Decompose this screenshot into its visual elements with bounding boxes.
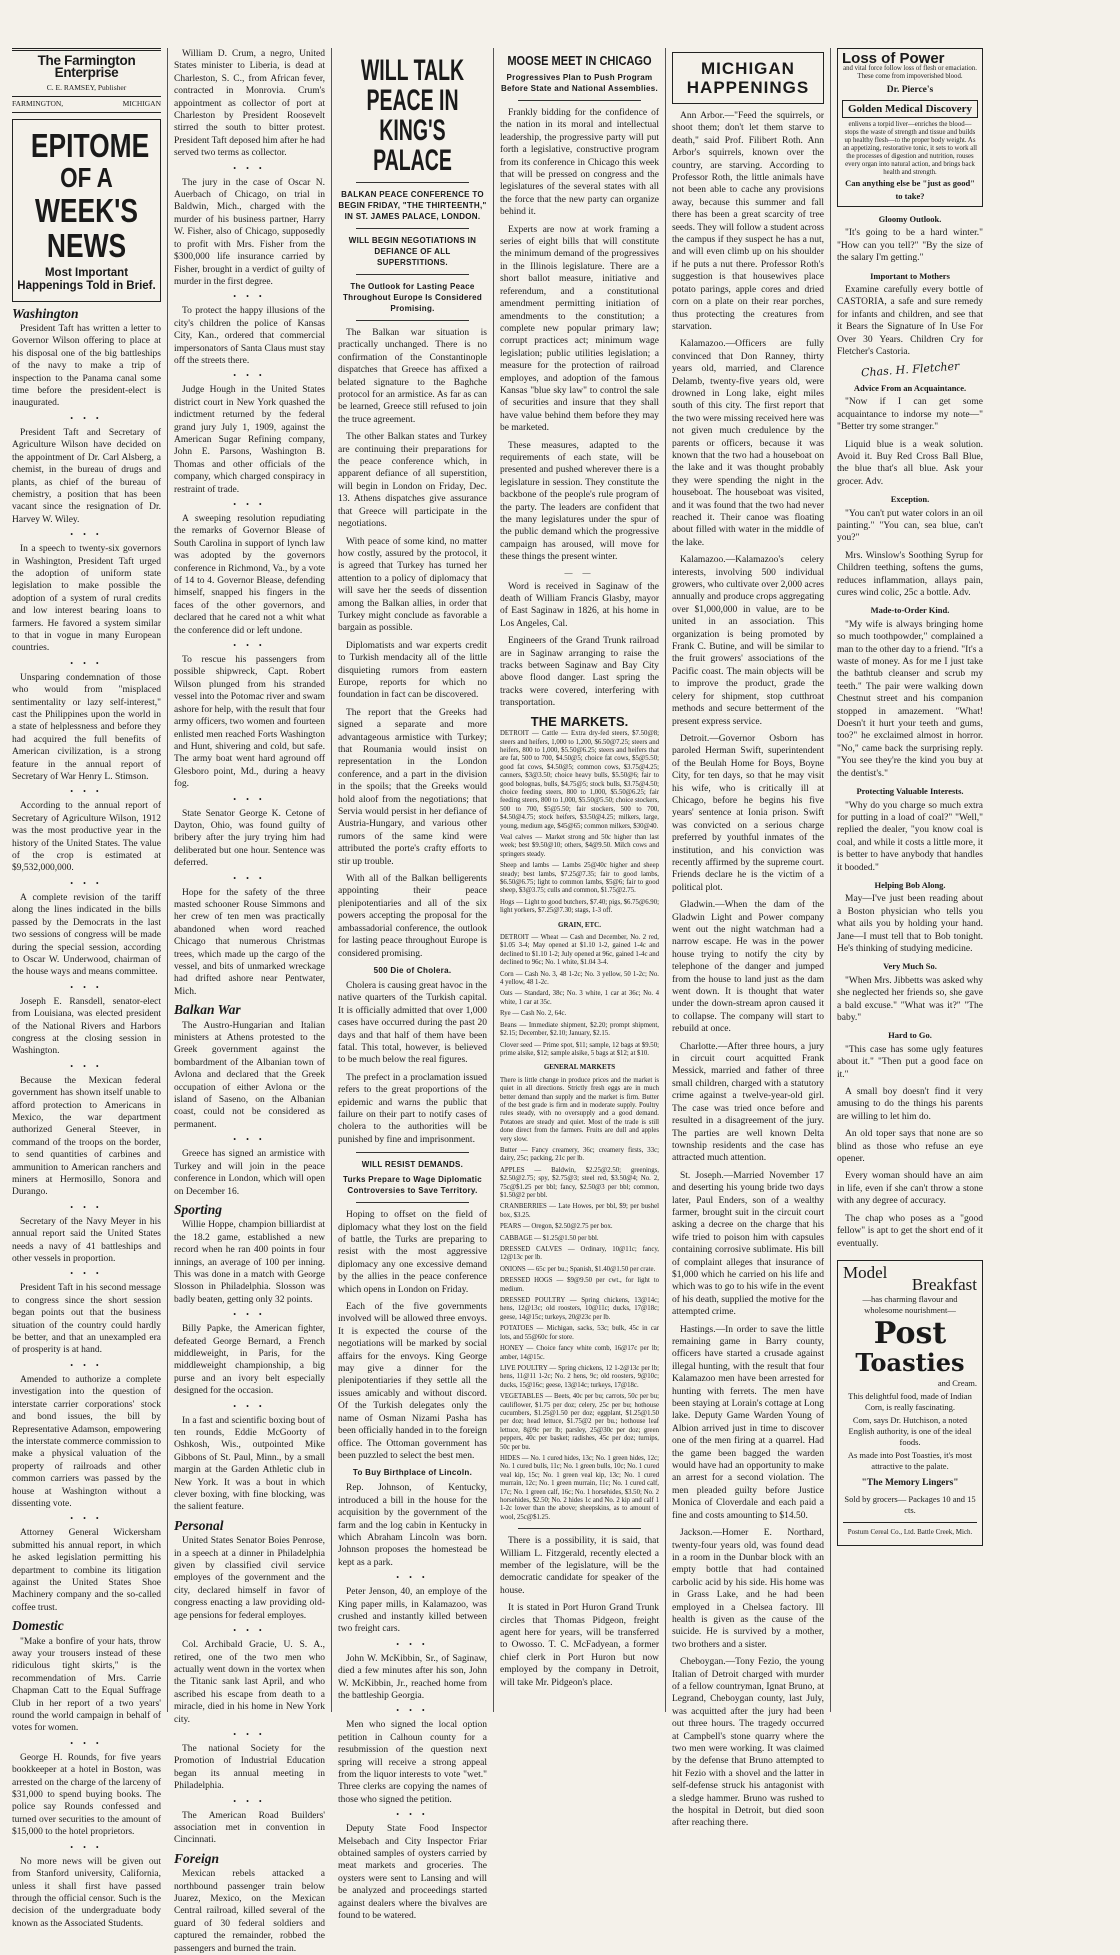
market-item: CABBAGE — $1.25@1.50 per bbl.	[500, 1234, 599, 1242]
item-text: "You can't put water colors in an oil painting." "You can, sea blue, can't you?"	[837, 508, 983, 544]
ad-post: Post	[873, 1315, 947, 1351]
separator: • • •	[396, 1706, 429, 1716]
article-paragraph: Detroit.—Governor Osborn has paroled Herman Swift, superintendent of the Beulah Home for Boys, Boyne City, for ten days, so that he may visit his wife, who is critically ill at Chicago, before he begins his five years' sentence at Ionia prison. Swift was convicted on a serious charge preferred by youthful inmates of the institution, and his conviction was recently affirmed by the supreme court. Friends declare he is the victim of a political plot.	[672, 733, 824, 893]
article-paragraph: United States Senator Boies Penrose, in a speech at a dinner in Philadelphia given by classified civil service employes of the government and the city, declared himself in favor of congress enacting a law providing old-age pensions for federal employes.	[174, 1536, 325, 1621]
ad-tagline: Can anything else be "just as good" to take?	[845, 178, 975, 201]
article-paragraph: The jury in the case of Oscar N. Auerbach of Chicago, on trial in Baldwin, Mich., charged with the murder of his business partner, Harry W. Fisher, also of Chicago, supposedly to profit with Mrs. Fisher from the $300,000 life insurance carried by Fisher, brought in a verdict of guilty of murder in the first degree.	[174, 177, 325, 287]
ad-product-name: Golden Medical Discovery	[842, 100, 978, 118]
separator: • • •	[233, 1729, 266, 1739]
item-text: Liquid blue is a weak solution. Avoid it. Buy Red Cross Ball Blue, the blue that's all blue. Ask your grocer. Adv.	[837, 439, 983, 487]
divider	[518, 1528, 641, 1529]
market-item: DRESSED CALVES — Ordinary, 10@11c; fancy, 12@13c per lb.	[500, 1246, 659, 1262]
market-item: Clover seed — Prime spot, $11; sample, 12 bags at $9.50; prime alsike, $12; sample alsike, 5 bags at $12; at $10.	[500, 1041, 659, 1057]
michigan-happenings-heading: MICHIGAN HAPPENINGS	[672, 52, 824, 104]
item-text: A small boy doesn't find it very amusing to do the things his parents are willing to let him do.	[837, 1087, 983, 1122]
columns	[6, 48, 1114, 1954]
article-paragraph: Each of the five governments involved will be allowed three envoys. It is expected the course of the negotiations will be marked by social affairs for the envoys. King George may give a dinner for the plenipotentiaries if they settle all the issues amicably and without discord. Of the Turkish delegates only the name of Osman Nizami Pasha has been officially handed in to the foreign office. The Ottoman government has been puzzled to select the best men.	[338, 1302, 487, 1461]
article-paragraph: It is stated in Port Huron Grand Trunk circles that Thomas Pidgeon, freight agent here for years, will be transferred to Owosso. T. C. McFadyean, a former chief clerk in Port Huron but now employed by the company in Detroit, will take Mr. Pidgeon's place.	[500, 1603, 659, 1688]
subhead-lincoln: To Buy Birthplace of Lincoln.	[352, 1468, 473, 1478]
article-paragraph: According to the annual report of Secretary of Agriculture Wilson, 1912 was the most productive year in the history of the United States. The value of the crop is estimated at $9,532,000,000.	[12, 801, 161, 874]
article-paragraph: Ann Arbor.—"Feed the squirrels, or shoot them; don't let them starve to death," said Prof. Filibert Roth. Ann Arbor's squirrels, known over the country, are starving. According to Professor Roth, the little animals have not been able to cache any provisions away, because this summer and fall there has been a great scarcity of tree seeds. They will follow a student across the campus if they suspect he has a nut, and will even climb up on his shoulder if he puts a nut there. Professor Roth's suggestion is that housewives place potato parings, apple cores and dried corn on a plate on their rear porches, thus protecting the creatures from starvation.	[672, 111, 824, 332]
item-heading: Advice From an Acquaintance.	[853, 382, 967, 393]
column-3	[332, 48, 494, 1922]
separator: • • •	[396, 1573, 429, 1583]
ad-breakfast: Breakfast	[911, 1275, 977, 1295]
separator: • • •	[70, 1360, 103, 1370]
article-paragraph: Kalamazoo.—Officers are fully convinced that Don Ranney, thirty years old, married, and Clarence Delamb, twenty-five years old, were drowned in Long lake, eight miles south of this city. The first report that the two were missing received here was not given much credulence by the parents or officers, because it was known that the two had a houseboat on the lake and it was thought probably they were spending the night in the houseboat. The houseboat was visited, and it was found that the two had never reached it. Their canoe was floating about filled with water in the middle of the lake.	[672, 339, 824, 548]
masthead	[12, 48, 161, 113]
article-paragraph: Amended to authorize a complete investigation into the question of interstate carrier corporations' stock and bond issues, the bill by Representative Adamson, empowering the interstate commerce commission to make a physical valuation of the property of railroads and other common carriers was passed by the house at Washington without a dissenting vote.	[12, 1374, 161, 1509]
item-text: "My wife is always bringing home so much toothpowder," complained a man to the other day to a friend. "It's a waste of money. As for me I just take the bathtub cleanser and scrub my teeth." The pair were walking down Chestnut street and his companion stopped in amazement. "What! Doesn't it hurt your teeth and gums, too?" he exclaimed almost in horror. "No," came back the surprising reply. "You see they're the kind you buy at the dentist's."	[837, 619, 983, 779]
article-paragraph: In a speech to twenty-six governors in Washington, President Taft urged the adoption of uniform state legislation to make possible the adoption of a system of rural credits and low interest bearing loans to farmers. He favored a system similar to that in vogue in many European countries.	[12, 544, 161, 654]
article-paragraph: President Taft has written a letter to Governor Wilson offering to place at his disposal one of the big battleships of the navy to make a trip of inspection to the Panama canal some time before the president-elect is inaugurated.	[12, 324, 161, 409]
ad-headline: Loss of Power	[842, 50, 945, 67]
market-item: Beans — Immediate shipment, $2.20; prompt shipment, $2.15; December, $2.10; January, $2.15.	[500, 1021, 659, 1038]
item-text: The chap who poses as a "good fellow" is apt to get the short end of it eventually.	[837, 1213, 983, 1249]
separator: • • •	[70, 1061, 103, 1071]
epitome-subhead: Most Important Happenings Told in Brief.	[17, 266, 156, 292]
separator: • • •	[70, 530, 103, 540]
item-text: "This case has some ugly features about it." "Then put a good face on it."	[837, 1044, 983, 1080]
article-paragraph: Experts are now at work framing a series of eight bills that will constitute the minimum demand of the progressives in the Illinois legislature. There are a short ballot measure, initiative and referendum, and a constitutional amendment permitting initiation of amendments to the constitution; a complete new popular primary law; corrupt practices act; minimum wage legislation; public utilities legislation; a measure for the protection of railroad employes, and adoption of the famous Kansas "blue sky law" to control the sale of securities and insure that they shall have value behind them before they may be marketed.	[500, 224, 659, 434]
separator: • • •	[70, 658, 103, 668]
article-paragraph: In a fast and scientific boxing bout of ten rounds, Eddie McGoorty of Oshkosh, Wis., outpointed Mike Gibbons of St. Paul, Minn., by a small margin at the Garden Athletic club in New York. It was a bout in which clever boxing, with fine blocking, was the salient feature.	[174, 1415, 325, 1513]
ad-copy: enlivens a torpid liver—enriches the blood—stops the waste of strength and tissue and builds up healthy flesh—to the proper body weight. As an appetizing, restorative tonic, it sets to work all the processes of digestion and nutrition, rouses every organ into natural action, and brings back health and strength.	[842, 121, 977, 177]
market-item: Rye — Cash No. 2, 64c.	[500, 1010, 567, 1018]
ad-copy: —has charming flavour and wholesome nourishment—	[862, 1293, 958, 1315]
article-paragraph: St. Joseph.—Married November 17 and deserting his young bride two days later, Paul Enders, son of a wealthy farmer, brought suit in the circuit court asking a decree on the charge that his wife tried to poison him with capsules containing corrosive sublimate. His bill of complaint alleges that insurance of $1,000 which he carried on his life and which was to go to his wife in the event of his death, supplied the motive for the attempted crime.	[672, 1170, 824, 1318]
separator: • • •	[233, 641, 266, 651]
masthead-publisher: C. E. RAMSEY, Publisher	[46, 82, 127, 92]
ad-sold-by: Sold by grocers— Packages 10 and 15 cts.	[844, 1494, 976, 1516]
item-text: "Why do you charge so much extra for putting in a load of coal?" "Well," replied the dealer, "you know coal is coal, and while it costs a little more, it is better to have anybody that handles it booded."	[837, 800, 983, 873]
divider	[356, 228, 469, 229]
item-text: "When Mrs. Jibbetts was asked why she neglected her friends so, she gave a bald excuse." "What was it?" "The baby."	[837, 975, 983, 1023]
article-paragraph: The report that the Greeks had signed a separate and more advantageous armistice with Turkey; that Roumania would insist on representation in the London conference, and a part in the division in the spoils; that the Greeks would hold aloof from the negotiations; that Servia would persist in her defiance of Austria-Hungary, and various other rumors of the same kind were attributed the porte's crafty efforts to stir up trouble.	[338, 707, 487, 867]
subhead-cholera: 500 Die of Cholera.	[373, 965, 452, 975]
market-item: Oats — Standard, 38c; No. 3 white, 1 car at 36c; No. 4 white, 1 car at 35c.	[500, 990, 659, 1006]
article-paragraph: Deputy State Food Inspector Melsebach and City Inspector Friar obtained samples of oysters carried by meat markets and groceries. The oysters were sent to Lansing and will be analyzed and proceedings started against dealers where the bivalves are found to be watered.	[338, 1824, 487, 1922]
item-heading: Hard to Go.	[888, 1030, 932, 1041]
epitome-line-1: EPITOME	[30, 126, 150, 164]
separator: • • •	[70, 1202, 103, 1212]
ad-slogan: "The Memory Lingers"	[861, 1477, 959, 1488]
article-paragraph: Attorney General Wickersham submitted his annual report, in which he asked legislation permitting his department to combine its litigation against the United States Shoe Machinery company and the so-called coffee trust.	[12, 1528, 161, 1613]
article-paragraph: Jackson.—Homer E. Northard, twenty-four years old, was found dead in a room in the Dunbar block with an empty bottle that had contained carbolic acid by his side. His home was in Grass Lake, and he had been employed in a Chelsea factory. Ill health is given as the cause of the suicide. He is survived by a mother, two brothers and a sister.	[672, 1528, 824, 1650]
article-paragraph: A complete revision of the tariff along the lines indicated in the bills passed by the Democrats in the last two sessions of congress will be made during the special session, according to Oscar W. Underwood, chairman of the house ways and means committee.	[12, 892, 161, 978]
divider	[356, 182, 469, 183]
separator: • • •	[70, 413, 103, 423]
article-paragraph: Kalamazoo.—Kalamazoo's celery interests, involving 500 individual growers, who cultivate over 2,000 acres annually and produce crops aggregating over $1,000,000 in value, are to be united in an association. This organization is being promoted by Frank C. Butine, and will be similar to the fruit growers' associations of the Pacific coast. The main objects will be to improve the product, grade the celery for shipment, stop cutthroat methods and secure betterment of the present express service.	[672, 555, 824, 727]
market-item: VEGETABLES — Beets, 40c per bu; carrots, 50c per bu; cauliflower, $1.75 per doz; celery, 25c per bu; hothouse cucumbers, $1.25@1.50 per doz; eggplant, $1.25@1.50 per doz; head lettuce, $1.75@2 per bu.; hothouse leaf lettuce, 8@9c per lb; parsley, 25@30c per doz; green peppers, 40c per basket; radishes, 45c per doz; turnips, 50c per bu.	[500, 1393, 659, 1451]
article-paragraph: Cholera is causing great havoc in the native quarters of the Turkish capital. It is officially admitted that over 1,000 cases have occurred during the past 20 days and that half of them have been fatal. This total, however, is believed to be much below the real figures.	[338, 980, 487, 1066]
article-paragraph: Mexican rebels attacked a northbound passenger train below Juarez, Mexico, on the Mexican Central railroad, killed several of the guard of 30 federal soldiers and captured the remainder, robbed the passengers and burned the train.	[174, 1869, 325, 1954]
ad-company: Postum Cereal Co., Ltd. Battle Creek, Mich.	[843, 1522, 977, 1538]
article-paragraph: Col. Archibald Gracie, U. S. A., retired, one of the two men who actually went down in the vortex when the Titanic sank last April, and who ascribed his escape from death to a miracle, died in his home in New York city.	[174, 1640, 325, 1725]
item-heading: Important to Mothers	[870, 270, 950, 281]
divider	[356, 1202, 469, 1203]
divider	[356, 274, 469, 275]
separator: • • •	[70, 1269, 103, 1279]
article-paragraph: Joseph E. Ransdell, senator-elect from Louisiana, was elected president of the National Rivers and Harbors congress at the closing session in Washington.	[12, 996, 161, 1057]
ad-toasties: Toasties	[855, 1347, 965, 1377]
masthead-state: MICHIGAN	[122, 99, 161, 109]
article-paragraph: Charlotte.—After three hours, a jury in circuit court acquitted Frank Messick, married and father of three small children, charged with a statutory crime against a twelve-year-old girl. The case was tried once before and resulted in a disagreement of the jury. The parties are well known Delta township residents and the case has attracted much attention.	[672, 1041, 824, 1164]
item-heading: Gloomy Outlook.	[878, 214, 942, 225]
separator: • • •	[233, 371, 266, 381]
section-foreign: Foreign	[174, 1850, 220, 1866]
market-item: DETROIT — Cattle — Extra dry-fed steers, $7.50@8; steers and heifers, 1,000 to 1,200, $6.50@7.25; steers and heifers, 800 to 1,000, $5.50@6.25; steers and heifers that are fat, 500 to 700, $4.50@5; choice fat cows, $5@5.50; good fat cows, $4.50@5; common cows, $3.75@4.25; canners, $3@3.50; choice heavy bulls, $5.50@6; fair to good bolognas, bulls, $4.75@5; stock bulls, $3.75@4.50; choice feeding steers, 800 to 1,000, $5.50@6.25; fair feeding steers, 800 to 1,000, $5.50@5.50; choice stockers, 500 to 700, $5@5.50; fair stockers, 500 to 700, $4.50@4.75; stock heifers, $3.50@4.25; milkers, large, young, medium age, $45@65; common milkers, $30@40.	[500, 730, 659, 830]
article-paragraph: Word is received in Saginaw of the death of William Francis Glasby, mayor of East Saginaw in 1826, at his home in Los Angeles, Cal.	[500, 581, 659, 629]
grain-heading: GRAIN, ETC.	[558, 920, 601, 929]
separator: • • •	[233, 1135, 266, 1145]
market-item: APPLES — Baldwin, $2.25@2.50; greenings, $2.50@2.75; spy, $2.75@3; steel red, $3.50@4; No. 2, 75c@$1.25 per bbl; fancy, $2.50@3 per bbl; common, $1.50@2 per bbl.	[500, 1166, 659, 1199]
separator: • • •	[396, 1810, 429, 1820]
market-item: Butter — Fancy creamery, 36c; creamery firsts, 33c; dairy, 25c; packing, 21c per lb.	[500, 1146, 659, 1163]
article-paragraph: The Austro-Hungarian and Italian ministers at Athens protested to the Greek government against the bombardment of the Albanian town of Avlona and declared that the Greek occupation of either Avlona or the island of Saseno, on the Albanian coast, could not be considered as permanent.	[174, 1020, 325, 1130]
column-1	[6, 48, 168, 1929]
ad-copy: This delightful food, made of Indian Corn, is really fascinating.	[848, 1390, 972, 1412]
article-paragraph: Greece has signed an armistice with Turkey and will join in the peace conference in London, which will open on December 16.	[174, 1149, 325, 1197]
article-paragraph: Cheboygan.—Tony Fezio, the young Italian of Detroit charged with murder of a fellow countryman, Ignat Bruno, at Legrand, Cheboygan county, last July, was acquitted after the jury had been out three hours. The tragedy occurred at Campbell's stone quarry where the two men were working. It was claimed by the defense that Bruno attempted to hit Fezio with a shovel and the latter in self-defense struck his antagonist with a sledge hammer. Bruno was rushed to the hospital in Detroit, but died soon after reaching there.	[672, 1657, 824, 1829]
article-paragraph: State Senator George K. Cetone of Dayton, Ohio, was found guilty of bribery after the jury trying him had deliberated but one hour. Sentence was deferred.	[174, 808, 325, 869]
separator: • • •	[70, 982, 103, 992]
article-paragraph: Frankly bidding for the confidence of the nation in its moral and intellectual leadership, the progressive party will put forth a legislative, constructive program from its conference in Chicago this week that will be pressed on congress and the legislatures of the several states with all the force that the new party can organize behind it.	[500, 108, 659, 218]
market-item: POTATOES — Michigan, sacks, 53c; bulk, 45c in car lots, and 55@60c for store.	[500, 1325, 659, 1341]
article-paragraph: Peter Jenson, 40, an employe of the King paper mills, in Kalamazoo, was crushed and instantly killed between two freight cars.	[338, 1587, 487, 1635]
market-item: Hogs — Light to good butchers, $7.40; pigs, $6.75@6.90; light yorkers, $7.25@7.30; stags, 1-3 off.	[500, 898, 659, 915]
column-6	[831, 48, 989, 1712]
separator: • • •	[70, 1842, 103, 1852]
market-item: Veal calves — Market strong and 50c higher than last week; best $9.50@10; others, $4@9.50. Milch cows and springers steady.	[500, 833, 659, 858]
ad-brand: Dr. Pierce's	[886, 85, 934, 96]
market-item: Sheep and lambs — Lambs 25@40c higher and sheep steady; best lambs, $7.25@7.35; fair to good lambs, $6.50@6.75; light to common lambs, $5@6; fair to good sheep, $3@3.75; culls and common, $1.75@2.75.	[500, 862, 659, 895]
item-text: "It's going to be a hard winter." "How can you tell?" "By the size of the salary I'm getting."	[837, 228, 983, 264]
market-item: Corn — Cash No. 3, 48 1-2c; No. 3 yellow, 50 1-2c; No. 4 yellow, 48 1-2c.	[500, 970, 659, 987]
ad-copy: Com, says Dr. Hutchison, a noted English authority, is one of the ideal foods.	[848, 1414, 972, 1447]
separator: • • •	[233, 794, 266, 804]
separator: • • •	[233, 1796, 266, 1806]
separator: • • •	[233, 1626, 266, 1636]
article-paragraph: Rep. Johnson, of Kentucky, introduced a bill in the house for the acquisition by the government of the farm and the log cabin in Kentucky in which Abraham Lincoln was born. Johnson proposes the homestead be kept as a park.	[338, 1483, 487, 1568]
article-paragraph: No more news will be given out from Stanford university, California, unless it shall first have passed through the official censor. Such is the decision of the undergraduate body known as the Associated Students.	[12, 1856, 161, 1929]
article-paragraph: Hastings.—In order to save the little remaining game in Barry county, officers have started a crusade against illegal hunting, with the result that four Kalamazoo men have been arrested for hunting with ferrets. The men have been staying at Lorain's cottage at Long lake. Deputy Game Warden Young of Albion arrived just in time to discover one of the men firing at a quarrel. Had the game been bagged the warden would have had an opportunity to make an arrest for a second violation. The men pleaded guilty before Justice Monica of Cloverdale and each paid a fine and costs amounting to $14.50.	[672, 1324, 824, 1521]
article-paragraph: Hoping to offset on the field of diplomacy what they lost on the field of battle, the Turks are preparing to resist with the most aggressive diplomacy any one excessive demand by the allies in the peace conference which opens in London on Friday.	[338, 1210, 487, 1295]
article-paragraph: A sweeping resolution repudiating the remarks of Governor Blease of South Carolina in support of lynch law was adopted by the governors conference in Richmond, Va., by a vote of 14 to 4. Governor Blease, defending himself, snapped his fingers in the faces of the other governors, and declared that he cared not a whit what the conference did or left undone.	[174, 514, 325, 636]
market-item: DETROIT — Wheat — Cash and December, No. 2 red, $1.05 3-4; May opened at $1.10 1-2, gained 1-4c and declined to $1.10 1-2; July opened at 96c, gained 1-4c and declined to 96c; No. 1 white, $1.04 3-4.	[500, 934, 659, 967]
article-paragraph: Because the Mexican federal government has shown itself unable to afford protection to Americans in Mexico, the war department authorized General Steever, in command of the troops on the border, to send quantities of carbines and ammunition to American ranchers and miners at Hermosillo, Sonora and Durango.	[12, 1075, 161, 1198]
deck: The Outlook for Lasting Peace Throughout Europe Is Considered Promising.	[342, 282, 483, 313]
article-paragraph: Unsparing condemnation of those who would from "misplaced sentimentality or lazy self-interest," cast the Philippines upon the world in a state of helplessness and before they had acquired the full benefits of American civilization, is a strong feature in the annual report of Secretary of War Henry L. Stimson.	[12, 672, 161, 783]
section-balkan-war: Balkan War	[174, 1002, 241, 1018]
section-washington: Washington	[12, 305, 79, 321]
market-item: There is little change in produce prices and the market is quiet in all directions. Strictly fresh eggs are in much better demand than supply and the market is firm. Butter of the best grade is firm and in moderate supply. Poultry rules steady, with no oversupply and a good demand. Potatoes are steady and quiet. Most of the trade is still done direct from the farmers. Fruits are dull and apples very slow.	[500, 1076, 659, 1143]
market-item: PEARS — Oregon, $2.50@2.75 per box.	[500, 1223, 613, 1231]
article-paragraph: The other Balkan states and Turkey are continuing their preparations for the peace conference which, in apparent defiance of all superstition, will begin in London on Friday, Dec. 13. Athens dispatches give assurance that Greece will participate in the negotiations.	[338, 432, 487, 530]
article-paragraph: Hope for the safety of the three masted schooner Rouse Simmons and her crew of ten men was practically abandoned when word reached Chicago that numerous Christmas trees, which made up the cargo of the vessel, and bits of unmarked wreckage had drifted ashore near Pentwater, Mich.	[174, 887, 325, 997]
article-paragraph: The national Society for the Promotion of Industrial Education began its annual meeting in Philadelphia.	[174, 1743, 325, 1792]
column-2	[168, 48, 332, 1954]
ad-copy: and vital force follow loss of flesh or emaciation. These come from impoverished blood.	[843, 65, 977, 81]
deck: Turks Prepare to Wage Diplomatic Controversies to Save Territory.	[343, 1175, 482, 1196]
article-paragraph: To protect the happy illusions of the city's children the police of Kansas City, Kan., ordered that commercial impersonators of Santa Claus must stay off the streets there.	[174, 306, 325, 366]
item-heading: Protecting Valuable Interests.	[856, 786, 964, 797]
article-paragraph: President Taft and Secretary of Agriculture Wilson have decided on the appointment of Dr. Carl Alsberg, a chemist, in the bureau of drugs and plants, as chief of the bureau of chemistry, a position that has been vacant since the resignation of Dr. Harvey W. Wiley.	[12, 427, 161, 525]
separator: • • •	[233, 1310, 266, 1320]
item-text: Examine carefully every bottle of CASTORIA, a safe and sure remedy for infants and children, and see that it Bears the Signature of In Use For Over 30 Years. Children Cry for Fletcher's Castoria.	[837, 285, 983, 358]
column-5	[666, 48, 831, 1829]
article-paragraph: With peace of some kind, no matter how costly, assured by the protocol, it is agreed that Turkey has turned her attention to a policy of diplomacy that will save her the seeds of dissention among the Balkan allies, in order that Turkey might conclude as favorable a bargain as possible.	[338, 536, 487, 634]
headline-moose-meet: MOOSE MEET IN CHICAGO	[507, 53, 652, 68]
separator: • • •	[233, 1401, 266, 1411]
market-item: LIVE POULTRY — Spring chickens, 12 1-2@13c per lb; hens, 11@11 1-2c; No. 2 hens, 9c; old roosters, 9@10c; ducks, 15@16c; geese, 13@14c; turkeys, 17@18c.	[500, 1364, 659, 1389]
separator: • • •	[233, 873, 266, 883]
headline-peace: WILL TALK PEACE IN KING'S PALACE	[360, 54, 465, 177]
castoria-signature	[837, 359, 983, 379]
article-paragraph: These measures, adapted to the requirements of each state, will be presented and pushed wherever there is a legislature in session. They constitute the backbone of the people's rule program of the party. The leaders are confident that the many legislatures under the spur of the public demand which the progressive campaign has aroused, will move for these things the present winter.	[500, 440, 659, 563]
article-paragraph: John W. McKibbin, Sr., of Saginaw, died a few minutes after his son, John W. McKibbin, Jr., reached home from the battleship Georgia.	[338, 1653, 487, 1701]
divider	[518, 100, 641, 101]
ad-model: Model	[843, 1262, 888, 1282]
article-paragraph: The American Road Builders' association met in convention in Cincinnati.	[174, 1810, 325, 1846]
market-item: ONIONS — 65c per bu.; Spanish, $1.40@1.50 per crate.	[500, 1265, 656, 1273]
article-paragraph: Billy Papke, the American fighter, defeated George Bernard, a French middleweight, in Paris, for the middleweight championship, a big purse and an ivory belt especially designed for the occasion.	[174, 1324, 325, 1397]
divider	[356, 1152, 469, 1153]
article-paragraph: The prefect in a proclamation issued refers to the great proportions of the epidemic and warns the public that failure on their part to notify cases of cholera to the authorities will be punished by fine and imprisonment.	[338, 1072, 487, 1145]
article-paragraph: "Make a bonfire of your hats, throw away your trousers instead of these ridiculous tight skirts," is the recommendation of Mrs. Carrie Chapman Catt to the Equal Suffrage Club in her report of a two years' round the world campaign in behalf of votes for women.	[12, 1636, 161, 1734]
article-paragraph: Diplomatists and war experts credit to Turkish mendacity all of the little disquieting rumors from eastern Europe, reports for which no foundation in fact can be discovered.	[338, 640, 487, 701]
market-item: DRESSED POULTRY — Spring chickens, 13@14c; hens, 12@13c; old roosters, 10@11c; ducks, 17@18c; geese, 14@15c; turkeys, 20@23c per lb.	[500, 1297, 659, 1321]
deck: WILL BEGIN NEGOTIATIONS IN DEFIANCE OF ALL SUPERSTITIONS.	[348, 236, 477, 267]
article-paragraph: There is a possibility, it is said, that William L. Fitzgerald, recently elected a member of the legislature, will be the democratic candidate for speaker of the house.	[500, 1536, 659, 1596]
separator: • • •	[70, 1738, 103, 1748]
deck: Progressives Plan to Push Program Before State and National Assemblies.	[500, 73, 659, 93]
separator: • • •	[233, 292, 266, 302]
separator: • • •	[70, 787, 103, 797]
signature-image: Chas. H. Fletcher	[860, 359, 960, 379]
market-item: CRANBERRIES — Late Howes, per bbl, $9; per bushel box, $3.25.	[500, 1203, 659, 1219]
article-paragraph: Men who signed the local option petition in Calhoun county for a resubmission of the question next spring will receive a strong appeal from the liquor interests to vote "wet." Three clerks are copying the names of those who signed the petition.	[338, 1720, 487, 1805]
article-paragraph: Willie Hoppe, champion billiardist at the 18.2 game, established a new record when he ran 400 points in four innings, an average of 100 per inning. This was done in a match with George Slosson in Philadelphia. Slosson was badly beaten, getting only 32 points.	[174, 1220, 325, 1305]
article-paragraph: President Taft in his second message to congress since the short session began points out that the business situation of the country could hardly be better, and that an unexampled era of prosperity is at hand.	[12, 1283, 161, 1356]
epitome-banner	[12, 119, 161, 302]
market-item: DRESSED HOGS — $9@9.50 per cwt., for light to medium.	[500, 1277, 659, 1293]
article-paragraph: The Balkan war situation is practically unchanged. There is no confirmation of the Constantinople dispatches that Greece has affixed a belated signature to the Baghche protocol for an armistice. As far as can be learned, Greece still refused to join the truce agreement.	[338, 328, 487, 425]
epitome-line-3: WEEK'S NEWS	[34, 191, 139, 264]
column-4	[494, 48, 666, 1712]
separator: • • •	[396, 1639, 429, 1649]
ad-copy: As made into Post Toasties, it's most attractive to the palate.	[847, 1449, 973, 1471]
article-paragraph: George H. Rounds, for five years bookkeeper at a hotel in Boston, was arrested on the charge of the larceny of $31,000 to spend buying books. The police say Rounds confessed and turned over securities to the amount of $15,000 to the hotel proprietors.	[12, 1752, 161, 1838]
article-paragraph: William D. Crum, a negro, United States minister to Liberia, is dead at Charleston, S. C., from African fever, contracted in Monrovia. Crum's appointment as collector of port at Charleston by President Roosevelt stirred the south to bitter protest. President Taft deposed him after he had served two terms as collector.	[174, 49, 325, 159]
item-text: "Now if I can get some acquaintance to indorse my note—" "Better try some stranger."	[837, 397, 983, 433]
general-markets-heading: GENERAL MARKETS	[543, 1063, 616, 1072]
market-item: HONEY — Choice fancy white comb, 16@17c per lb; amber, 14@15c.	[500, 1345, 659, 1361]
article-paragraph: Engineers of the Grand Trunk railroad are in Saginaw arranging to raise the tracks between Saginaw and Bay City above flood danger. Last spring the tracks were covered, interfering with transportation.	[500, 636, 659, 709]
article-paragraph: With all of the Balkan belligerents appointing their peace plenipotentiaries and all of the six powers accepting the proposal for the ambassadorial conference, the outlook for lasting peace throughout Europe is considered promising.	[338, 874, 487, 959]
masthead-place	[12, 96, 161, 111]
market-item: HIDES — No. 1 cured hides, 13c; No. 1 green hides, 12c; No. 1 cured bulls, 11c; No. 1 green bulls, 10c; No. 1 cured veal kip, 15c; No. 1 green veal kip, 13c; No. 1 cured murrain, 12c; No. 1 green murrain, 11c; No. 1 cured calf, 17c; No. 1 green calf, 16c; No. 1 horsehides, $3.50; No. 2 horsehides, $2.50; No. 2 hides 1c and No. 2 kip and calf 1 1-2c lower than the above; sheepskins, as to amount of wool, 25c@$1.25.	[500, 1454, 659, 1521]
item-heading: Exception.	[890, 494, 930, 505]
post-toasties-advertisement	[837, 1260, 983, 1546]
article-paragraph: Judge Hough in the United States district court in New York quashed the indictment returned by the federal grand jury July 1, 1909, against the American Sugar Refining company, John E. Parsons, Washington B. Thomas and other officials of the company, which charged conspiracy in restraint of trade.	[174, 385, 325, 495]
subhead-resist-demands: WILL RESIST DEMANDS.	[361, 1160, 464, 1170]
section-sporting: Sporting	[174, 1201, 223, 1217]
article-paragraph: Gladwin.—When the dam of the Gladwin Light and Power company went out the night watchman had a narrow escape. He was in the power house trying to notify the city by telephone of the danger and jumped from the house to land just as the dam went down. It is thought that water under the down-stream apron caused it to collapse. The company will start to rebuild at once.	[672, 900, 824, 1035]
separator: — —	[564, 567, 595, 577]
item-heading: Very Much So.	[883, 961, 937, 972]
separator: • • •	[70, 1514, 103, 1524]
separator: • • •	[233, 500, 266, 509]
masthead-town: FARMINGTON,	[12, 99, 64, 109]
item-text: An old toper says that none are so blind as those who refuse an eye opener.	[837, 1129, 983, 1165]
section-personal: Personal	[174, 1517, 224, 1533]
divider	[356, 320, 469, 321]
deck: BALKAN PEACE CONFERENCE TO BEGIN FRIDAY, "THE THIRTEENTH," IN ST. JAMES PALACE, LONDON.	[338, 190, 487, 221]
item-text: Mrs. Winslow's Soothing Syrup for Children teething, softens the gums, reduces inflammation, allays pain, cures wind colic, 25c a bottle. Adv.	[837, 550, 983, 598]
item-heading: Made-to-Order Kind.	[870, 605, 950, 616]
item-text: Every woman should have an aim in life, even if she can't throw a stone with any degree of accuracy.	[837, 1171, 983, 1207]
section-domestic: Domestic	[12, 1618, 64, 1634]
article-paragraph: Secretary of the Navy Meyer in his annual report said the United States needs a navy of 41 battleships and other vessels in proportion.	[12, 1216, 161, 1265]
markets-heading: THE MARKETS.	[530, 713, 629, 729]
item-text: May—I've just been reading about a Boston physician who tells you what ails you by holding your hand. Jane—I must tell that to Bob tonight. He's thinking of studying medicine.	[837, 894, 983, 954]
ad-cream: and Cream.	[937, 1377, 977, 1388]
pierce-advertisement	[837, 48, 983, 207]
item-heading: Helping Bob Along.	[874, 879, 946, 890]
epitome-line-2: OF A	[60, 161, 113, 193]
masthead-title: The Farmington Enterprise	[37, 53, 136, 81]
separator: • • •	[70, 878, 103, 888]
separator: • • •	[233, 163, 266, 173]
article-paragraph: To rescue his passengers from possible shipwreck, Capt. Robert Wilson plunged from his stranded vessel into the Potomac river and swam ashore for help, with the result that four army officers, two women and fourteen enlisted men reached Forts Washington and Hunt, shivering and cold, but safe. The army boat went hard aground off Glesboro point, Md., during a heavy fog.	[174, 655, 325, 790]
